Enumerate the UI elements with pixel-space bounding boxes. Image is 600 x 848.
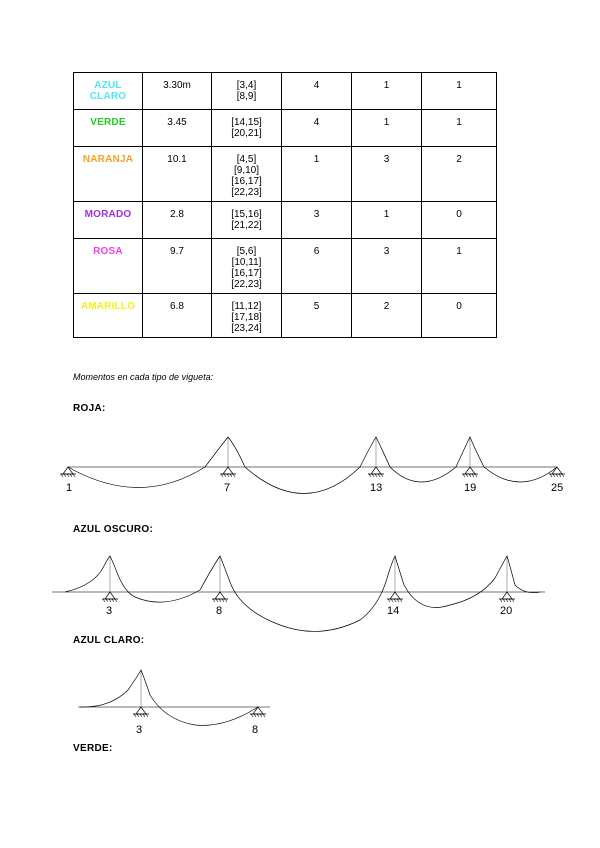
count-col-4: 5 <box>282 294 352 338</box>
heading-azul-oscuro: AZUL OSCURO: <box>73 524 154 535</box>
heading-azul-claro: AZUL CLARO: <box>73 635 145 646</box>
beam-pairs: [14,15] [20,21] <box>212 110 282 147</box>
beam-type-name: AZUL CLARO <box>74 73 143 110</box>
pin-support-icon <box>250 707 266 717</box>
support-label-1: 1 <box>66 482 73 494</box>
count-col-6: 0 <box>422 202 497 239</box>
count-col-6: 1 <box>422 110 497 147</box>
beam-length: 6.8 <box>143 294 212 338</box>
count-col-6: 1 <box>422 239 497 294</box>
beam-pairs: [11,12] [17,18] [23,24] <box>212 294 282 338</box>
support-label-20: 20 <box>500 605 513 617</box>
heading-roja: ROJA: <box>73 403 106 414</box>
count-col-4: 6 <box>282 239 352 294</box>
support-label-8-claro: 8 <box>252 724 259 736</box>
count-col-5: 1 <box>352 73 422 110</box>
support-label-8: 8 <box>216 605 223 617</box>
moments-caption: Momentos en cada tipo de vigueta: <box>73 372 214 382</box>
count-col-6: 2 <box>422 147 497 202</box>
support-label-3: 3 <box>106 605 113 617</box>
beam-length: 9.7 <box>143 239 212 294</box>
count-col-4: 4 <box>282 110 352 147</box>
beam-pairs: [5,6] [10,11] [16,17] [22,23] <box>212 239 282 294</box>
beam-length: 3.30m <box>143 73 212 110</box>
count-col-5: 1 <box>352 202 422 239</box>
beam-pairs: [4,5] [9,10] [16,17] [22,23] <box>212 147 282 202</box>
beam-pairs: [15,16] [21,22] <box>212 202 282 239</box>
count-col-5: 2 <box>352 294 422 338</box>
count-col-5: 1 <box>352 110 422 147</box>
count-col-4: 1 <box>282 147 352 202</box>
beam-type-name: AMARILLO <box>74 294 143 338</box>
beam-type-name: ROSA <box>74 239 143 294</box>
beam-type-name: NARANJA <box>74 147 143 202</box>
support-label-3-claro: 3 <box>136 724 143 736</box>
support-label-19: 19 <box>464 482 477 494</box>
support-label-25: 25 <box>551 482 564 494</box>
count-col-6: 0 <box>422 294 497 338</box>
count-col-4: 4 <box>282 73 352 110</box>
pin-support-icon <box>133 707 149 717</box>
heading-verde: VERDE: <box>73 743 113 754</box>
beam-length: 2.8 <box>143 202 212 239</box>
count-col-5: 3 <box>352 239 422 294</box>
support-label-7: 7 <box>224 482 231 494</box>
beam-type-name: VERDE <box>74 110 143 147</box>
beam-length: 3.45 <box>143 110 212 147</box>
support-label-13: 13 <box>370 482 383 494</box>
count-col-5: 3 <box>352 147 422 202</box>
beam-pairs: [3,4] [8,9] <box>212 73 282 110</box>
support-label-14: 14 <box>387 605 400 617</box>
beam-length: 10.1 <box>143 147 212 202</box>
count-col-4: 3 <box>282 202 352 239</box>
beam-type-name: MORADO <box>74 202 143 239</box>
count-col-6: 1 <box>422 73 497 110</box>
